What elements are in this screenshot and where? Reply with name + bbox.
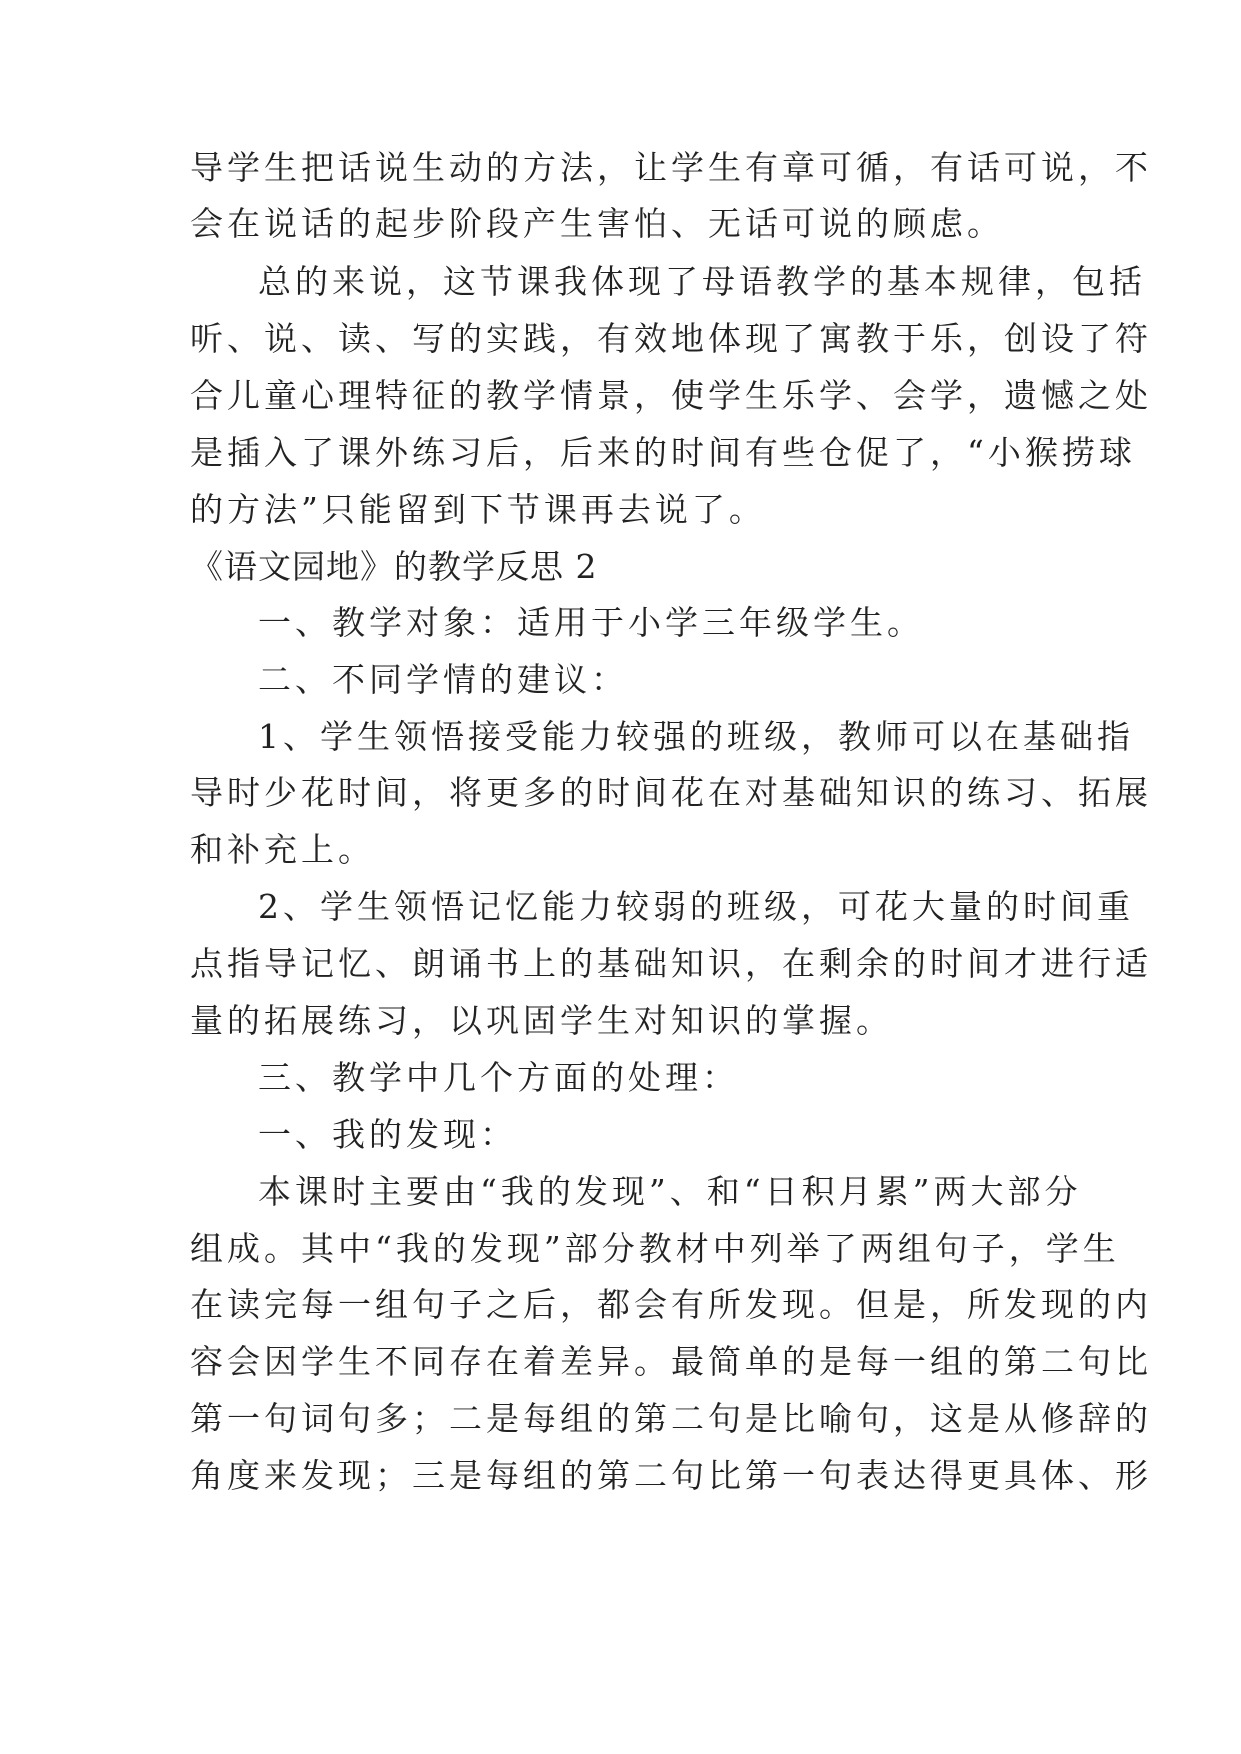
- text-line: 听、说、读、写的实践，有效地体现了寓教于乐，创设了符: [190, 319, 1152, 358]
- text-line: 角度来发现；三是每组的第二句比第一句表达得更具体、形: [190, 1456, 1152, 1495]
- text-line: 导学生把话说生动的方法，让学生有章可循，有话可说，不: [190, 148, 1152, 187]
- paragraph-start-line: 总的来说，这节课我体现了母语教学的基本规律，包括: [258, 262, 1146, 301]
- text-line: 合儿童心理特征的教学情景，使学生乐学、会学，遗憾之处: [190, 376, 1152, 415]
- text-line: 第一句词句多；二是每组的第二句是比喻句，这是从修辞的: [190, 1399, 1152, 1438]
- text-line: 导时少花时间，将更多的时间花在对基础知识的练习、拓展: [190, 773, 1152, 812]
- text-line: 和补充上。: [190, 830, 375, 869]
- text-line: 的方法”只能留到下节课再去说了。: [190, 490, 766, 529]
- paragraph-start-line: 1、学生领悟接受能力较强的班级，教师可以在基础指: [258, 717, 1134, 756]
- text-line: 在读完每一组句子之后，都会有所发现。但是，所发现的内: [190, 1285, 1152, 1324]
- text-line: 组成。其中“我的发现”部分教材中列举了两组句子，学生: [190, 1229, 1120, 1268]
- paragraph-start-line: 三、教学中几个方面的处理：: [258, 1058, 739, 1097]
- paragraph-start-line: 2、学生领悟记忆能力较弱的班级，可花大量的时间重: [258, 887, 1134, 926]
- text-line: 会在说话的起步阶段产生害怕、无话可说的顾虑。: [190, 204, 1004, 243]
- paragraph-start-line: 二、不同学情的建议：: [258, 660, 628, 699]
- paragraph-start-line: 一、教学对象：适用于小学三年级学生。: [258, 603, 924, 642]
- paragraph-start-line: 一、我的发现：: [258, 1115, 517, 1154]
- text-line: 容会因学生不同存在着差异。最简单的是每一组的第二句比: [190, 1342, 1152, 1381]
- text-line: 点指导记忆、朗诵书上的基础知识，在剩余的时间才进行适: [190, 944, 1152, 983]
- paragraph-start-line: 本课时主要由“我的发现”、和“日积月累”两大部分: [258, 1172, 1082, 1211]
- text-line: 是插入了课外练习后，后来的时间有些仓促了，“小猴捞球: [190, 433, 1136, 472]
- section-heading: 《语文园地》的教学反思 2: [190, 547, 598, 586]
- text-line: 量的拓展练习，以巩固学生对知识的掌握。: [190, 1001, 893, 1040]
